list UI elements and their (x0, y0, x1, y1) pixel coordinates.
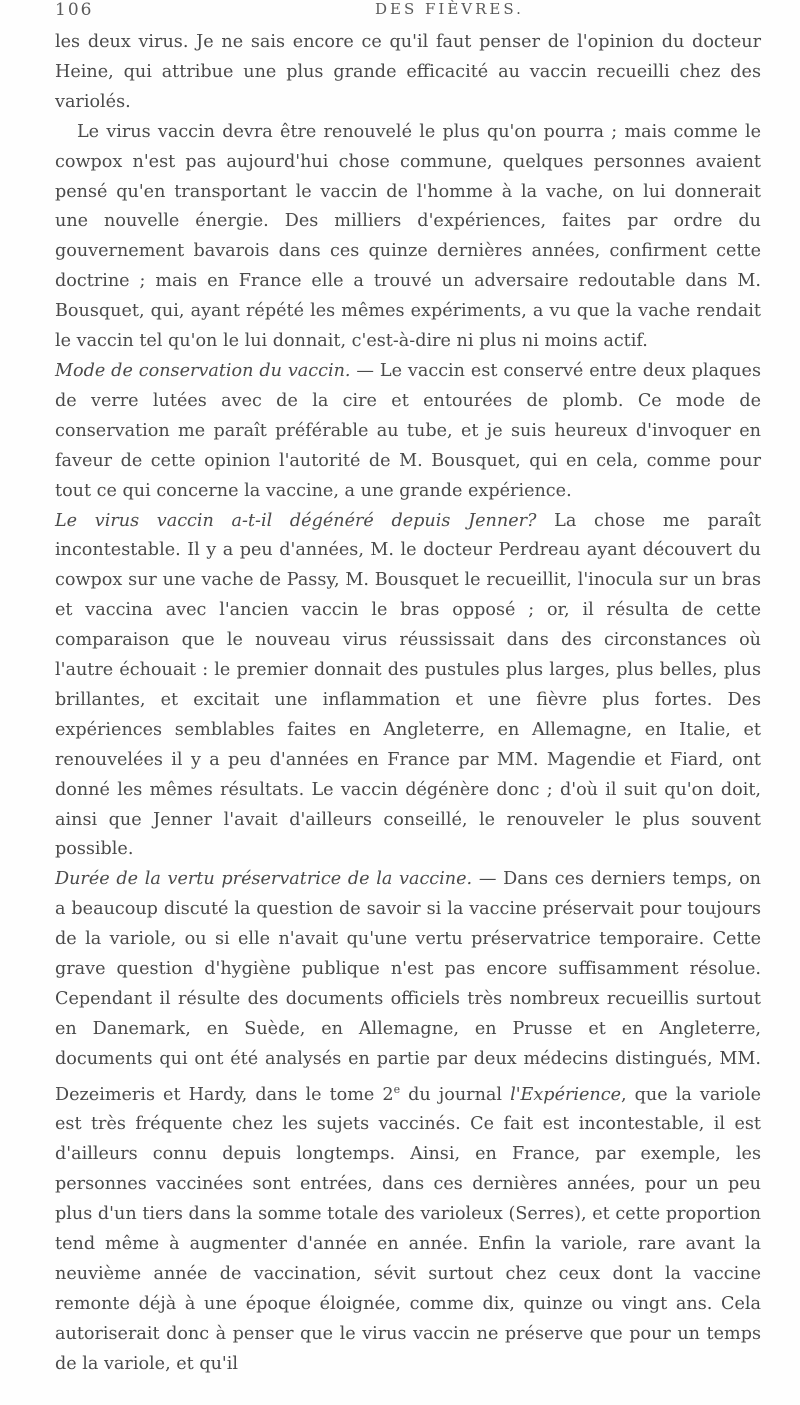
paragraph-2: Le virus vaccin devra être renouvelé le plus qu'on pourra ; mais comme le cowpox n'est pas aujourd'hui chose commune, quelques personnes avaient pensé qu'en transportant le vaccin de l'homme à la vache, on lui donnerait une nouvelle énergie. Des milliers d'expériences, faites par ordre du gouvernement bavarois dans ces quinze dernières années, confirment cette doctrine ; mais en France elle a trouvé un adversaire redoutable dans M. Bousquet, qui, ayant répété les mêmes expériments, a vu que la vache rendait le vaccin tel qu'on le lui donnait, c'est-à-dire ni plus ni moins actif. (55, 121, 761, 352)
section-heading-degeneration: Le virus vaccin a-t-il dégénéré depuis Jenner? (55, 510, 537, 531)
paragraph-1: les deux virus. Je ne sais encore ce qu'il faut penser de l'opinion du docteur Heine, qui attribue une plus grande efficacité au vaccin recueilli chez des variolés. (55, 32, 761, 112)
paragraph-3-body: — Le vaccin est conservé entre deux plaques de verre lutées avec de la cire et entourées de plomb. Ce mode de conservation me paraît préférable au tube, et je suis heureux d'invoquer en faveur de cette opinion l'autorité de M. Bousquet, qui en cela, comme pour tout ce qui concerne la vaccine, a une grande expérience. (55, 360, 761, 501)
section-heading-duration: Durée de la vertu préservatrice de la vaccine. (55, 869, 473, 890)
paragraph-5 (55, 865, 761, 1379)
paragraph-5-body-c: , que la variole est très fréquente chez les sujets vaccinés. Ce fait est incontestable, il est d'ailleurs connu depuis longtemps. Ainsi, en France, par exemple, les personnes vaccinées sont entrées, dans ces dernières années, pour un peu plus d'un tiers dans la somme totale des varioleux (Serres), et cette proportion tend même à augmenter d'année en année. Enfin la variole, rare avant la neuvième année de vaccination, sévit surtout chez ceux dont la vaccine remonte déjà à une époque éloignée, comme dix, quinze ou vingt ans. Cela autoriserait donc à penser que le virus vaccin ne préserve que pour un temps de la variole, et qu'il (55, 1084, 761, 1374)
journal-title: l'Expérience (510, 1084, 622, 1105)
paragraph-4 (55, 507, 761, 866)
paragraph-3 (55, 357, 761, 507)
page-number: 106 (55, 0, 94, 20)
paragraph-5-body-b: du journal (400, 1084, 511, 1105)
running-title: DES FIÈVRES. (375, 0, 524, 18)
paragraph-5-body-a: — Dans ces derniers temps, on a beaucoup discuté la question de savoir si la vaccine préservait pour toujours de la variole, ou si elle n'avait qu'une vertu préservatrice temporaire. Cette grave question d'hygiène publique n'est pas encore suffisamment résolue. Cependant il résulte des documents officiels très nombreux recueillis surtout en Danemark, en Suède, en Allemagne, en Prusse et en Angleterre, documents qui ont été analysés en partie par deux médecins distingués, MM. Dezeimeris et Hardy, dans le tome 2 (55, 869, 762, 1105)
section-heading-conservation: Mode de conservation du vaccin. (55, 360, 351, 381)
body-text (55, 28, 761, 1380)
superscript-e: e (393, 1082, 401, 1096)
running-head (55, 0, 755, 22)
paragraph-4-body: La chose me paraît incontestable. Il y a peu d'années, M. le docteur Perdreau ayant découvert du cowpox sur une vache de Passy, M. Bousquet le recueillit, l'inocula sur un bras et vaccina avec l'ancien vaccin le bras opposé ; or, il résulta de cette comparaison que le nouveau virus réussissait dans des circonstances où l'autre échouait : le premier donnait des pustules plus larges, plus belles, plus brillantes, et excitait une inflammation et une fièvre plus fortes. Des expériences semblables faites en Angleterre, en Allemagne, en Italie, et renouvelées il y a peu d'années en France par MM. Magendie et Fiard, ont donné les mêmes résultats. Le vaccin dégénère donc ; d'où il suit qu'on doit, ainsi que Jenner l'avait d'ailleurs conseillé, le renouveler le plus souvent possible. (55, 510, 761, 860)
